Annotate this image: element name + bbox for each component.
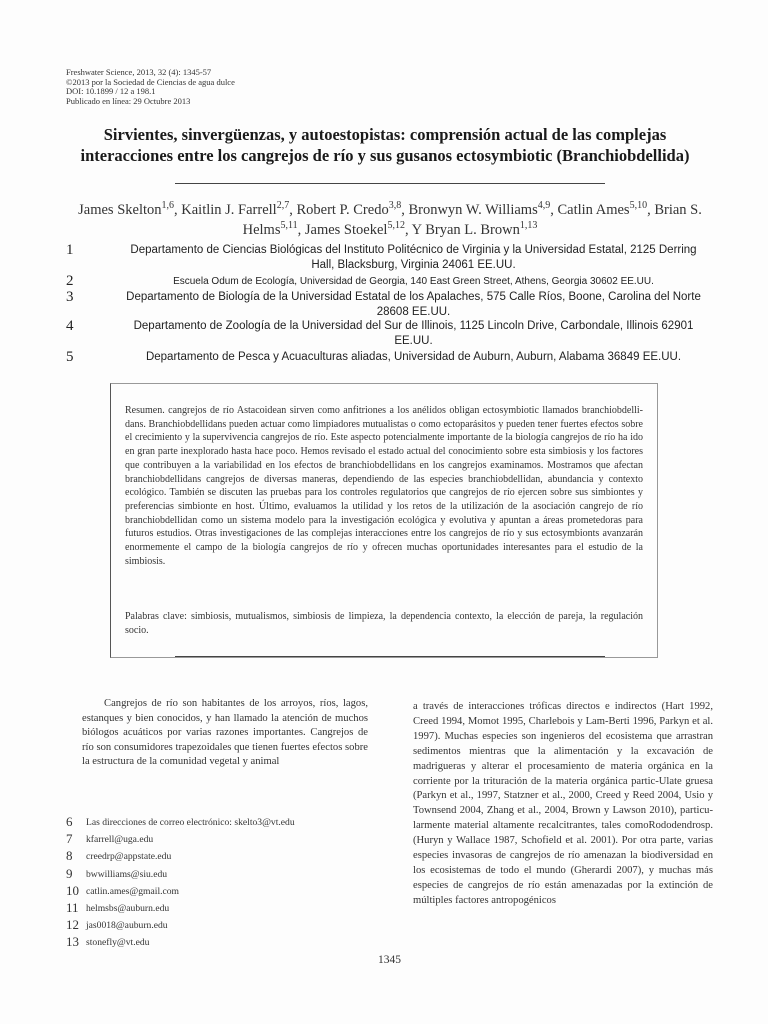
affiliation-2 — [66, 274, 706, 289]
footnote-number: 7 — [66, 831, 73, 847]
affiliation-number: 2 — [66, 273, 74, 289]
affiliation-number: 4 — [66, 318, 74, 334]
affiliation-3 — [66, 290, 706, 320]
author-sup: 2,7 — [276, 200, 290, 212]
author-list: James Skelton$^{1,6}$, Kaitlin J. Farrell$^{2,7}$, Robert P. Credo$^{3,8}$, Bronwyn W. Williams$^{4,9}$, Catlin Ames$^{5,10}$, Brian S. Helms$^{5,11}$, James Stoekel$^{5,12}$, Y Bryan L. Brown$^{1,13}$ — [78, 200, 702, 238]
footnote-text: helmsbs@auburn.edu — [86, 902, 170, 914]
footnote-number: 8 — [66, 848, 73, 864]
affiliation-text: Departamento de Biología de la Universidad Estatal de los Apalaches, 575 Calle Ríos, Boone, Carolina del Norte 28608 EE.UU. — [126, 291, 701, 318]
affiliation-text: Departamento de Ciencias Biológicas del Instituto Politécnico de Virginia y la Universidad Estatal, 2125 Derring Hall, Blacksburg, Virginia 24061 EE.UU. — [130, 244, 697, 271]
abstract-divider — [175, 656, 605, 657]
author-name: Catlin Ames — [557, 202, 630, 218]
body-right-column: a través de interacciones tróficas directos e indirectos (Hart 1992, Creed 1994, Momot 1995, Charlebois y Lam-Berti 1996, Parkyn et al. 1997). Muchas especies son ingenieros del ecosistema que arrastran sedimentos mientras que la alimentación y la excavación de madrigueras y alterar el procesamiento de materia orgánica en la corriente por la trituración de la materia orgánica partic-Ulate gruesa (Parkyn et al., 1997, Statzner et al., 2000, Creed y Reed 2004, Usio y Townsend 2004, Zhang et al., 2004, Brown y Lawson 2010), particu-larmente material altamente recalcitrantes, tales comoRododendrosp. (Huryn y Wallace 1987, Schofield et al. 2001). Por otra parte, varias especies invasoras de cangrejos de río amenazan la biodiversidad en los ecosistemas de todo el mundo (Gherardi 2007), y muchas más especies de cangrejos de río están amenazadas por la extinción de múltiples factores antropogénicos — [413, 701, 713, 906]
affiliation-text: Escuela Odum de Ecología, Universidad de Georgia, 140 East Green Street, Athens, Georgia 30602 EE.UU. — [173, 276, 654, 287]
footnote-text: creedrp@appstate.edu — [86, 851, 172, 863]
journal-citation: Freshwater Science, 2013, 32 (4): 1345-57 — [66, 67, 212, 77]
author-sup: 1,13 — [519, 220, 538, 232]
footnote-row — [66, 883, 386, 900]
footnote-row — [66, 866, 386, 883]
author-and: Y — [411, 222, 426, 238]
author-name: James Stoekel — [304, 222, 388, 238]
author-name: Brian S. Helms — [242, 202, 702, 238]
footnote-number: 13 — [66, 934, 79, 950]
doi-line: DOI: 10.1899 / 12 a 198.1 — [66, 86, 156, 96]
affiliation-1 — [66, 243, 706, 273]
affiliation-5 — [66, 350, 706, 365]
footnote-row — [66, 848, 386, 865]
affiliation-number: 3 — [66, 289, 74, 305]
footnote-row — [66, 900, 386, 917]
keywords: Palabras clave: simbiosis, mutualismos, simbiosis de limpieza, la dependencia contexto, la elección de pareja, la regulación socio. — [125, 611, 643, 636]
affiliation-text: Departamento de Zoología de la Universidad del Sur de Illinois, 1125 Lincoln Drive, Carbondale, Illinois 62901 EE.UU. — [133, 320, 694, 347]
footnote-text: jas0018@auburn.edu — [86, 920, 168, 932]
footnote-text: Las direcciones de correo electrónico: skelto3@vt.edu — [86, 817, 295, 828]
article-title: Sirvientes, sinvergüenzas, y autoestopistas: comprensión actual de las complejas interacciones entre los cangrejos de río y sus gusanos ectosymbiotic (Branchiobdellida) — [80, 125, 690, 165]
author-name: Robert P. Credo — [296, 202, 389, 218]
author-sup: 5,12 — [387, 220, 405, 232]
body-left-column: Cangrejos de río son habitantes de los arroyos, ríos, lagos, estanques y bien conocidos, y han llamado la atención de muchos biólogos acuáticos por varias razones importantes. Cangrejos de río son consumidores trapezoidales que tienen fuertes efectos sobre la estructura de la comunidad vegetal y animal — [82, 698, 368, 768]
author-sup: 5,11 — [280, 220, 298, 232]
author-sup: 1,6 — [161, 200, 175, 212]
author-name: Bronwyn W. Williams — [408, 202, 538, 218]
footnote-number: 12 — [66, 917, 79, 933]
copyright-line: ©2013 por la Sociedad de Ciencias de agua dulce — [66, 76, 235, 87]
author-sup: 3,8 — [388, 200, 402, 212]
footnote-row — [66, 917, 386, 934]
affiliation-text: Departamento de Pesca y Acuaculturas aliadas, Universidad de Auburn, Auburn, Alabama 36849 EE.UU. — [145, 351, 682, 363]
footnote-number: 6 — [66, 814, 73, 829]
footnote-row — [66, 814, 386, 831]
journal-header — [66, 68, 235, 106]
page-number: 1345 — [378, 954, 401, 966]
footnote-number: 11 — [66, 899, 79, 915]
author-name: Bryan L. Brown — [425, 222, 520, 238]
abstract-box — [110, 383, 658, 658]
footnote-row — [66, 934, 386, 951]
footnote-number: 9 — [66, 865, 73, 881]
affiliation-4 — [66, 319, 706, 349]
footnote-text: catlin.ames@gmail.com — [86, 885, 180, 897]
author-sup: 5,10 — [629, 200, 648, 212]
author-name: James Skelton — [78, 202, 162, 218]
footnote-text: stonefly@vt.edu — [86, 937, 150, 949]
footnote-row — [66, 831, 386, 848]
published-line: Publicado en línea: 29 Octubre 2013 — [66, 95, 191, 106]
footnote-number: 10 — [66, 882, 79, 898]
email-footnotes — [66, 814, 386, 952]
affiliation-number: 1 — [66, 242, 74, 258]
author-sup: 4,9 — [537, 200, 551, 212]
footnote-text: kfarrell@uga.edu — [86, 834, 154, 846]
footnote-text: bwwilliams@siu.edu — [86, 868, 168, 880]
title-divider — [175, 183, 605, 184]
affiliation-number: 5 — [66, 349, 74, 365]
author-name: Kaitlin J. Farrell — [181, 202, 277, 218]
abstract-text: Resumen. cangrejos de río Astacoidean sirven como anfitriones a los anélidos obligan ectosymbiotic llamados branchiobdelli-dans. Branchiobdellidans pueden actuar como limpiadores mutualistas o como ectoparásitos y pueden tener fuertes efectos sobre el crecimiento y la supervivencia cangrejos de río. Este aspecto potencialmente importante de la biología cangrejos de río ha ido en gran parte inexplorado hasta hace poco. Hemos revisado el estado actual del conocimiento sobre esta simbiosis y los factores que contribuyen a la variabilidad en los efectos de branchiobdellidans en los cangrejos examinamos. Mostramos que afectan branchiobdellidans cangrejos de diversas maneras, dependiendo de las especies branchiobdellidan, abundancia y contexto ecológico. También se discuten las pruebas para los controles regulatorios que cangrejos de río ejercen sobre sus simbiontes y preferencias simbionte en host. Último, evaluamos la utilidad y los retos de la utilización de la asociación cangrejo de río branchiobdellidan como un sistema modelo para la investigación ecológica y evolutiva y apuntan a áreas prometedoras para futuros estudios. Otras investigaciones de las complejas interacciones entre los cangrejos de río y sus ectosymbionts avanzarán enormemente el campo de la biología cangrejos de río y ofrecen muchas oportunidades interesantes para el estudio de la simbiosis. — [125, 405, 643, 567]
